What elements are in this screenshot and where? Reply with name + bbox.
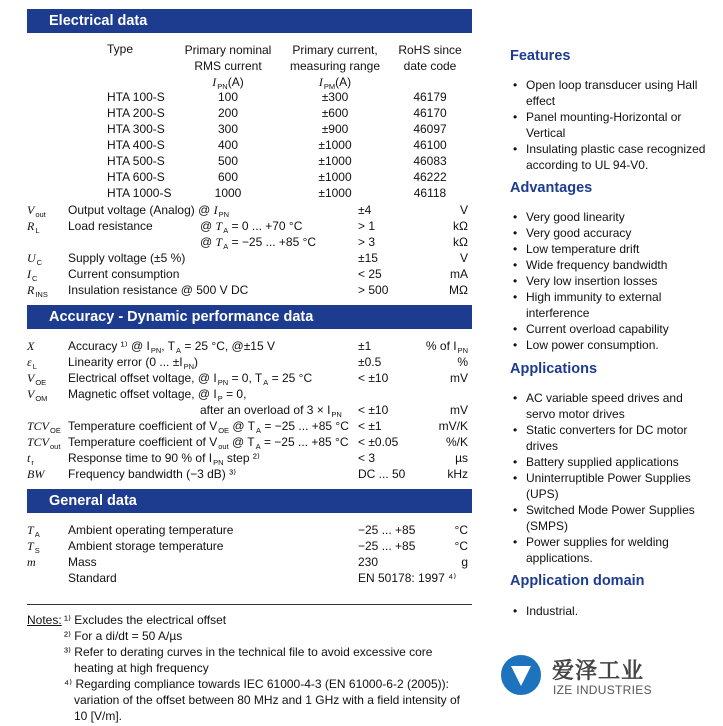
param-insulation-resistance: Insulation resistance @ 500 V DC	[68, 283, 249, 297]
features-list	[510, 77, 715, 173]
list-item: • Very good accuracy	[510, 225, 715, 241]
acc-value: < ±10	[358, 403, 389, 417]
acc-desc: Temperature coefficient of $V_{out}$ @ $T_A = -25$ ... +85 °C	[68, 435, 349, 451]
param-supply-voltage: Supply voltage (±5 %)	[68, 251, 186, 265]
gen-desc: Ambient operating temperature	[68, 523, 234, 537]
val-output-voltage: ±4	[358, 203, 372, 217]
note-4: ⁴⁾ Regarding compliance towards IEC 61000-4-3 (EN 61000-6-2 (2005)):	[64, 677, 449, 691]
unit-insulation-resistance: MΩ	[449, 283, 468, 297]
type-cell: HTA 500-S	[107, 154, 165, 168]
list-item: • Current overload capability	[510, 321, 715, 337]
val-load-resistance-1: > 1	[358, 219, 376, 233]
note-3-cont: heating at high frequency	[74, 661, 209, 675]
gen-symbol: m	[27, 555, 36, 569]
acc-unit: kHz	[447, 467, 468, 481]
gen-value: EN 50178: 1997 ⁴⁾	[358, 571, 457, 585]
list-item: • Uninterruptible Power Supplies (UPS)	[510, 470, 715, 502]
gen-value: −25 ... +85	[358, 539, 416, 553]
electrical-data-header: Electrical data	[27, 9, 472, 33]
rohs-cell: 46083	[413, 154, 447, 168]
acc-unit: %	[457, 355, 468, 369]
param-current-consumption: Current consumption	[68, 267, 180, 281]
applications-heading: Applications	[510, 361, 598, 377]
type-cell: HTA 600-S	[107, 170, 165, 184]
gen-value: 230	[358, 555, 379, 569]
acc-symbol: X	[27, 339, 35, 353]
gen-symbol: $T_A$	[27, 523, 40, 539]
sym-rins: $R_{INS}$	[27, 283, 48, 299]
list-item: • Open loop transducer using Hall effect	[510, 77, 715, 109]
application-domain-heading: Application domain	[510, 573, 645, 589]
acc-symbol: BW	[27, 467, 45, 481]
param-load-resistance: Load resistance	[68, 219, 153, 233]
type-cell: HTA 300-S	[107, 122, 165, 136]
sym-vout: $V_{out}$	[27, 203, 46, 219]
ipm-cell: ±600	[321, 106, 349, 120]
gen-desc: Mass	[68, 555, 97, 569]
advantages-list	[510, 209, 715, 353]
unit-load-resistance-2: kΩ	[453, 235, 468, 249]
cond-load-resistance-2: @ $T_A = -25$ ... +85 °C	[200, 235, 317, 251]
ipn-cell: 600	[217, 170, 239, 184]
acc-desc-cont: after an overload of $3 \times I_{PN}$	[200, 403, 342, 419]
acc-unit: mV	[450, 403, 468, 417]
ipn-cell: 100	[217, 90, 239, 104]
ipn-cell: 200	[217, 106, 239, 120]
unit-current-consumption: mA	[450, 267, 468, 281]
gen-unit: °C	[454, 539, 468, 553]
sym-uc: $U_C$	[27, 251, 43, 267]
list-item: • Switched Mode Power Supplies (SMPS)	[510, 502, 715, 534]
gen-value: −25 ... +85	[358, 523, 416, 537]
list-item: • Battery supplied applications	[510, 454, 715, 470]
acc-symbol: $V_{OE}$	[27, 371, 47, 387]
type-cell: HTA 100-S	[107, 90, 165, 104]
application-domain-list	[510, 603, 715, 619]
acc-unit: mV	[450, 371, 468, 385]
acc-desc: Frequency bandwidth (−3 dB) ³⁾	[68, 467, 237, 481]
acc-value: < 3	[358, 451, 376, 465]
ipm-cell: ±300	[321, 90, 349, 104]
rohs-cell: 46179	[413, 90, 447, 104]
gen-unit: g	[461, 555, 468, 569]
acc-unit: mV/K	[438, 419, 468, 433]
ipm-cell: ±1000	[318, 186, 352, 200]
ipn-cell: 400	[217, 138, 239, 152]
sym-rl: $R_L$	[27, 219, 40, 235]
advantages-heading: Advantages	[510, 180, 593, 196]
acc-symbol: $t_r$	[27, 451, 34, 467]
acc-desc: Accuracy ¹⁾ @ $I_{PN}$, $T_A = 25$ °C, @±15 V	[68, 339, 275, 355]
rohs-cell: 46170	[413, 106, 447, 120]
acc-desc: Response time to 90 % of $I_{PN}$ step ²⁾	[68, 451, 260, 467]
notes-label: Notes:	[27, 613, 62, 627]
ipn-cell: 1000	[214, 186, 242, 200]
acc-symbol: $\varepsilon_L$	[27, 355, 37, 371]
rohs-cell: 46097	[413, 122, 447, 136]
list-item: • Wide frequency bandwidth	[510, 257, 715, 273]
list-item: • Low temperature drift	[510, 241, 715, 257]
cond-load-resistance-1: @ $T_A = 0$ ... +70 °C	[200, 219, 303, 235]
list-item: • Panel mounting-Horizontal or Vertical	[510, 109, 715, 141]
gen-symbol: $T_S$	[27, 539, 40, 555]
gen-desc: Standard	[68, 571, 117, 585]
ipn-cell: 500	[217, 154, 239, 168]
ipm-cell: ±1000	[318, 170, 352, 184]
note-4-cont2: 10 [V/m].	[74, 709, 123, 723]
logo-en-text: IZE INDUSTRIES	[553, 683, 652, 697]
param-output-voltage: Output voltage (Analog) @ $I_{PN}$	[68, 203, 230, 219]
list-item: • AC variable speed drives and servo motor drives	[510, 390, 715, 422]
general-data-header: General data	[27, 489, 472, 513]
val-supply-voltage: ±15	[358, 251, 378, 265]
acc-value: DC ... 50	[358, 467, 406, 481]
ipm-cell: ±1000	[318, 138, 352, 152]
note-2: ²⁾ For a di/dt = 50 A/µs	[64, 629, 183, 643]
accuracy-header: Accuracy - Dynamic performance data	[27, 305, 472, 329]
note-1: ¹⁾ Excludes the electrical offset	[64, 613, 227, 627]
type-cell: HTA 200-S	[107, 106, 165, 120]
notes-divider	[27, 604, 472, 605]
col-type-header: Type	[107, 42, 134, 56]
list-item: • Insulating plastic case recognized according to UL 94-V0.	[510, 141, 715, 173]
unit-output-voltage: V	[459, 203, 468, 217]
ipm-cell: ±900	[321, 122, 349, 136]
ize-logo-icon	[500, 654, 542, 696]
unit-load-resistance-1: kΩ	[453, 219, 468, 233]
list-item: • Static converters for DC motor drives	[510, 422, 715, 454]
features-heading: Features	[510, 48, 571, 64]
rohs-cell: 46222	[413, 170, 447, 184]
logo-cn-text: 爱泽工业	[552, 658, 645, 683]
acc-value: < ±1	[358, 419, 382, 433]
col-ipm-header: Primary current, measuring range $I_{PM}(A)$	[289, 43, 381, 91]
acc-unit: µs	[455, 451, 468, 465]
acc-symbol: $V_{OM}$	[27, 387, 48, 403]
acc-value: ±0.5	[358, 355, 382, 369]
unit-supply-voltage: V	[459, 251, 468, 265]
val-load-resistance-2: > 3	[358, 235, 376, 249]
note-3: ³⁾ Refer to derating curves in the technical file to avoid excessive core	[64, 645, 433, 659]
acc-value: ±1	[358, 339, 372, 353]
gen-unit: °C	[454, 523, 468, 537]
sym-ic: $I_C$	[27, 267, 38, 283]
acc-value: < ±0.05	[358, 435, 399, 449]
type-cell: HTA 400-S	[107, 138, 165, 152]
list-item: • Industrial.	[510, 603, 715, 619]
list-item: • Very good linearity	[510, 209, 715, 225]
acc-symbol: $TCV_{out}$	[27, 435, 61, 451]
list-item: • Very low insertion losses	[510, 273, 715, 289]
acc-desc: Temperature coefficient of $V_{OE}$ @ $T_A = -25$ ... +85 °C	[68, 419, 349, 435]
ipn-cell: 300	[217, 122, 239, 136]
ipm-cell: ±1000	[318, 154, 352, 168]
list-item: • Low power consumption.	[510, 337, 715, 353]
list-item: • Power supplies for welding applications.	[510, 534, 715, 566]
col-rohs-header: RoHS since date code	[398, 43, 462, 73]
applications-list	[510, 390, 715, 566]
type-cell: HTA 1000-S	[107, 186, 172, 200]
acc-unit: %/K	[445, 435, 468, 449]
list-item: • High immunity to external interference	[510, 289, 715, 321]
rohs-cell: 46100	[413, 138, 447, 152]
note-4-cont: variation of the offset between 80 MHz and 1 GHz with a field intensity of	[74, 693, 460, 707]
acc-symbol: $TCV_{OE}$	[27, 419, 61, 435]
val-current-consumption: < 25	[358, 267, 382, 281]
rohs-cell: 46118	[413, 186, 447, 200]
acc-desc: Electrical offset voltage, @ $I_{PN} = 0$, $T_A = 25$ °C	[68, 371, 313, 387]
acc-desc: Magnetic offset voltage, @ $I_P = 0$,	[68, 387, 247, 403]
gen-desc: Ambient storage temperature	[68, 539, 224, 553]
val-insulation-resistance: > 500	[358, 283, 389, 297]
acc-unit: % of $I_{PN}$	[425, 339, 468, 355]
acc-desc: Linearity error (0 ... $\pm I_{PN}$)	[68, 355, 199, 371]
col-ipn-header: Primary nominal RMS current $I_{PN}(A)$	[184, 43, 272, 91]
acc-value: < ±10	[358, 371, 389, 385]
